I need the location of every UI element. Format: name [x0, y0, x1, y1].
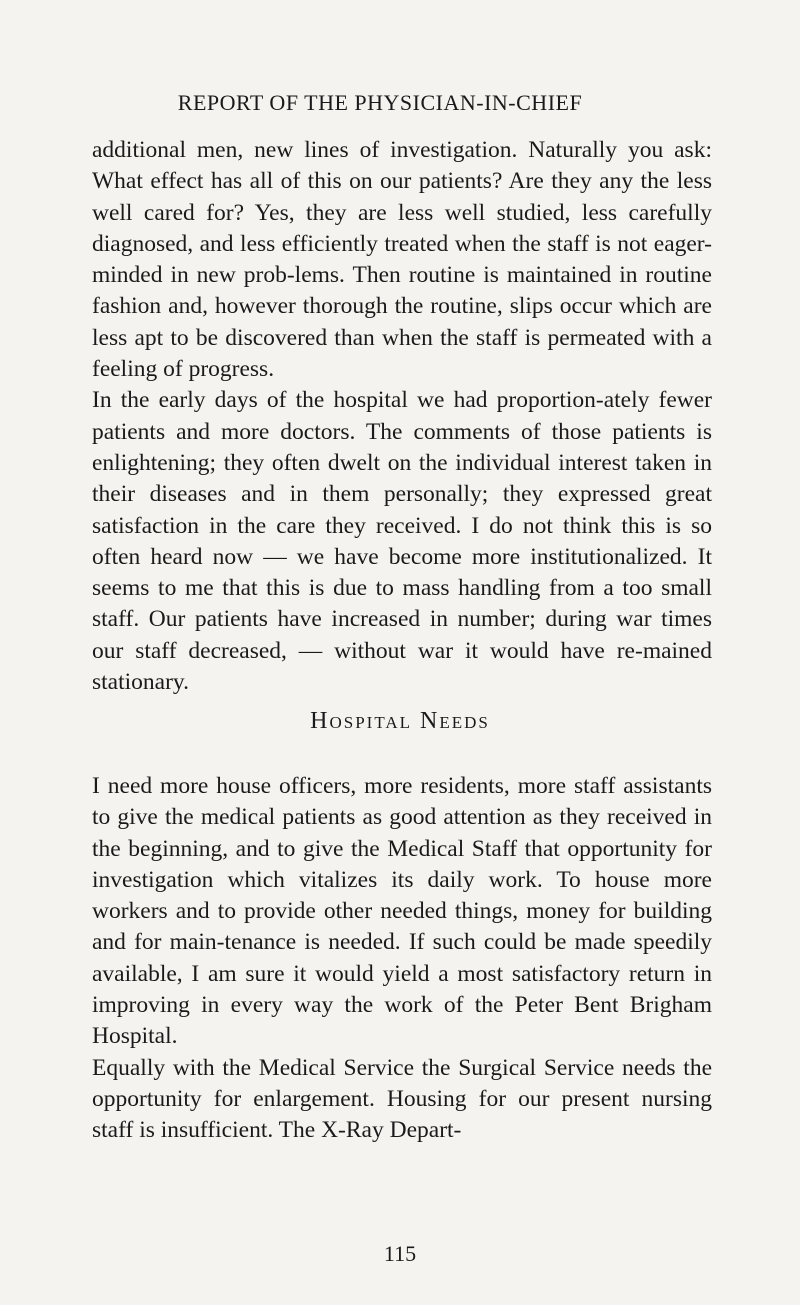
body-text-lower: [92, 771, 712, 1147]
paragraph: In the early days of the hospital we had proportion-ately fewer patients and more doctors. The comments of those patients is enlightening; they often dwelt on the individual interest taken in their diseases and in them personally; they expressed great satisfaction in the care they received. I do not think this is so often heard now — we have become more institutionalized. It seems to me that this is due to mass handling from a too small staff. Our patients have increased in number; during war times our staff decreased, — without war it would have re-mained stationary.: [92, 387, 712, 696]
section-heading: Hospital Needs: [310, 708, 490, 734]
paragraph: additional men, new lines of investigation. Naturally you ask: What effect has all of this on our patients? Are they any the less well cared for? Yes, they are less well studied, less carefully diagnosed, and less efficiently treated when the staff is not eager-minded in new prob-lems. Then routine is maintained in routine fashion and, however thorough the routine, slips occur which are less apt to be discovered than when the staff is permeated with a feeling of progress.: [92, 137, 712, 383]
paragraph: Equally with the Medical Service the Surgical Service needs the opportunity for enlargement. Housing for our present nursing staff is insufficient. The X-Ray Depart-: [92, 1054, 712, 1144]
paragraph: I need more house officers, more residents, more staff assistants to give the medical patients as good attention as they received in the beginning, and to give the Medical Staff that opportunity for investigation which vitalizes its daily work. To house more workers and to provide other needed things, money for building and for main-tenance is needed. If such could be made speedily available, I am sure it would yield a most satisfactory return in improving in every way the work of the Peter Bent Brigham Hospital.: [92, 773, 712, 1050]
running-head: REPORT OF THE PHYSICIAN-IN-CHIEF: [177, 90, 583, 115]
body-text-upper: [92, 135, 712, 698]
page-number: 115: [383, 1241, 417, 1266]
